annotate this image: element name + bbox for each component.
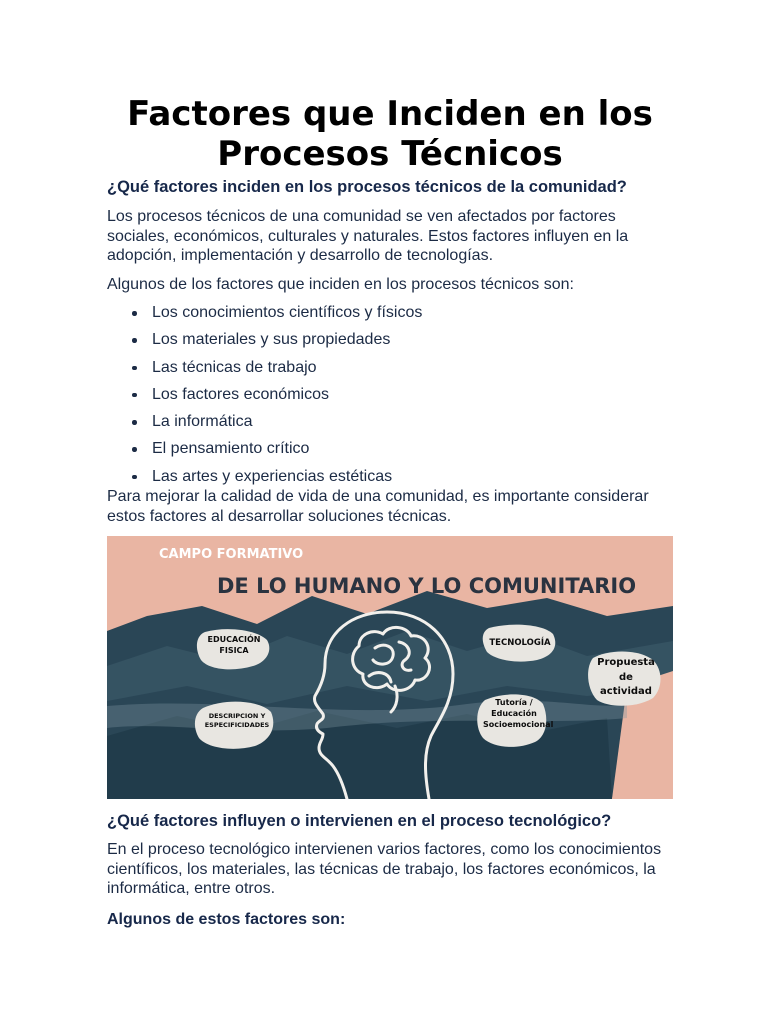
bubble-label-tecnologia: TECNOLOGÍA [489,638,551,648]
conclusion-paragraph: Para mejorar la calidad de vida de una comunidad, es importante considerar estos factores al desarrollar soluciones técnicas. [107,488,649,525]
section2-subheading: Algunos de estos factores son: [107,911,346,928]
list-intro-paragraph: Algunos de los factores que inciden en los procesos técnicos son: [107,276,574,293]
list-item: Los factores económicos [107,385,673,412]
bubble-label-tutoria: Tutoría / Educación Socioemocional [483,698,554,729]
bubble-label-descripcion: DESCRIPCION Y ESPECIFICIDADES [204,712,270,729]
section-heading-factores-comunidad: ¿Qué factores inciden en los procesos técnicos de la comunidad? [107,178,627,196]
bubble-label-educacion: EDUCACIÓN FISICA [207,635,261,655]
list-item: Las técnicas de trabajo [107,358,673,385]
infographic-title: DE LO HUMANO Y LO COMUNITARIO [217,574,637,598]
list-item: Los conocimientos científicos y físicos [107,303,673,330]
list-item: Las artes y experiencias estéticas [107,467,673,494]
list-item: Los materiales y sus propiedades [107,330,673,357]
page-title: Factores que Inciden en los Procesos Técnicos [127,94,653,174]
list-item: La informática [107,412,673,439]
list-item: El pensamiento crítico [107,439,673,466]
section2-paragraph: En el proceso tecnológico intervienen varios factores, como los conocimientos científicos, los materiales, las técnicas de trabajo, los factores económicos, la informática, entre otros. [107,841,662,897]
bubble-label-propuesta: Propuesta de actividad [597,657,655,697]
section-heading-proceso-tecnologico: ¿Qué factores influyen o intervienen en el proceso tecnológico? [107,812,612,830]
infographic-image [107,536,673,799]
intro-paragraph: Los procesos técnicos de una comunidad se ven afectados por factores sociales, económicos, culturales y naturales. Estos factores influyen en la adopción, implementación y desarrollo de tecnologías. [107,208,629,264]
infographic-kicker: CAMPO FORMATIVO [159,547,304,562]
factors-list [107,303,673,494]
